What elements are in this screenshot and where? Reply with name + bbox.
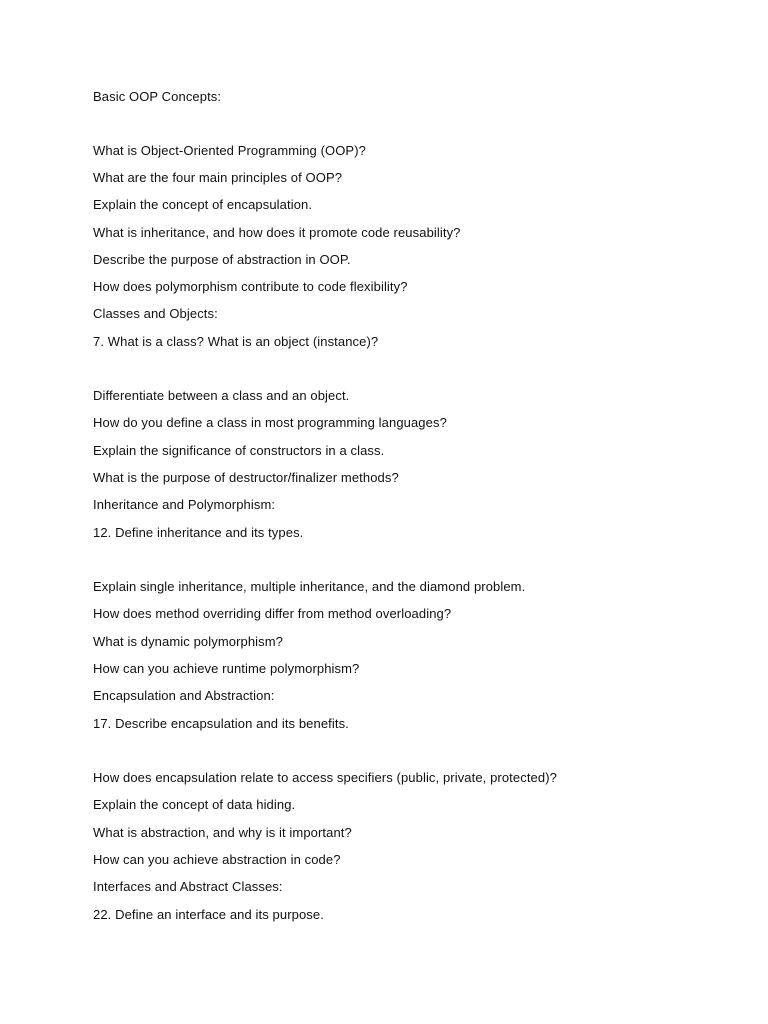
question-line: Describe the purpose of abstraction in OOP. — [93, 252, 351, 267]
question-line: What are the four main principles of OOP? — [93, 170, 343, 185]
question-line: How does encapsulation relate to access specifiers (public, private, protected)? — [93, 770, 557, 785]
question-line: What is the purpose of destructor/finalizer methods? — [93, 470, 399, 485]
question-line: How does method overriding differ from method overloading? — [93, 606, 452, 621]
question-line: Explain single inheritance, multiple inheritance, and the diamond problem. — [93, 579, 526, 594]
question-line: How can you achieve runtime polymorphism? — [93, 661, 360, 676]
section-heading-encapsulation: Encapsulation and Abstraction: — [93, 688, 275, 703]
question-line: Explain the concept of encapsulation. — [93, 197, 313, 212]
question-line: Differentiate between a class and an object. — [93, 388, 350, 403]
section-heading-basic-oop: Basic OOP Concepts: — [93, 89, 222, 104]
section-heading-classes-objects: Classes and Objects: — [93, 306, 218, 321]
question-line: 7. What is a class? What is an object (instance)? — [93, 334, 379, 349]
question-line: Explain the concept of data hiding. — [93, 797, 296, 812]
question-line: Explain the significance of constructors in a class. — [93, 443, 385, 458]
question-line: 22. Define an interface and its purpose. — [93, 907, 324, 922]
question-line: What is Object-Oriented Programming (OOP)? — [93, 143, 366, 158]
question-line: How do you define a class in most programming languages? — [93, 415, 447, 430]
question-line: How can you achieve abstraction in code? — [93, 852, 341, 867]
question-line: What is abstraction, and why is it important? — [93, 825, 352, 840]
question-line: 12. Define inheritance and its types. — [93, 525, 304, 540]
question-line: What is inheritance, and how does it promote code reusability? — [93, 225, 461, 240]
question-line: 17. Describe encapsulation and its benefits. — [93, 716, 349, 731]
question-line: What is dynamic polymorphism? — [93, 634, 284, 649]
section-heading-interfaces: Interfaces and Abstract Classes: — [93, 879, 283, 894]
section-heading-inheritance: Inheritance and Polymorphism: — [93, 497, 276, 512]
question-line: How does polymorphism contribute to code flexibility? — [93, 279, 408, 294]
